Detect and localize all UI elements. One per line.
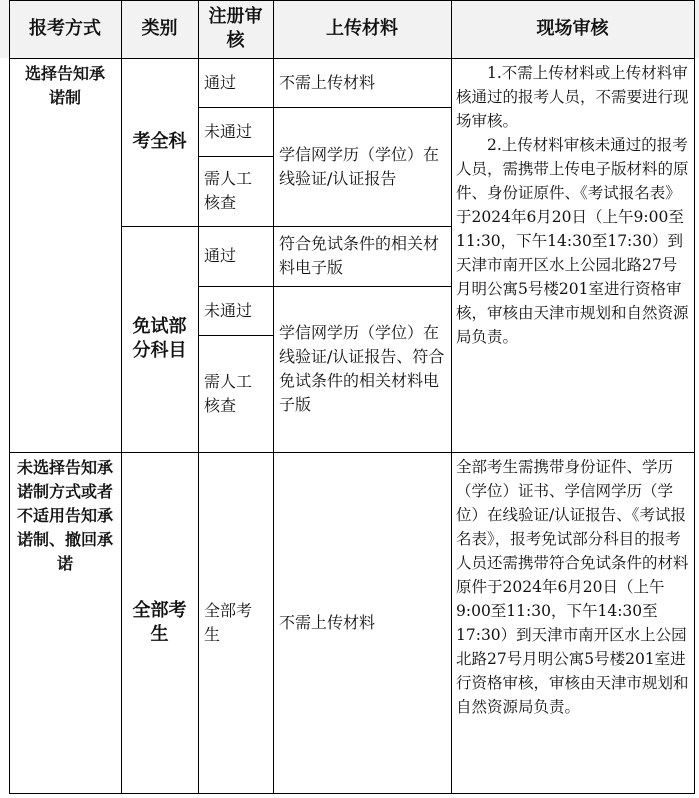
all-candidates-upload: 不需上传材料	[279, 612, 376, 632]
header-category: 类别	[141, 18, 178, 39]
border-full-pass	[198, 107, 451, 108]
border-top	[9, 0, 694, 1]
border-partial-fail	[198, 335, 273, 336]
border-category-split	[121, 226, 451, 227]
category-full-subjects: 考全科	[132, 131, 187, 152]
partial-fail-upload: 学信网学历（学位）在线验证/认证报告、符合免试条件的相关材料电子版	[279, 323, 445, 414]
border-col-4	[451, 0, 452, 794]
onsite-paragraph-1: 1.不需上传材料或上传材料审核通过的报考人员，不需要进行现场审核。	[456, 64, 689, 130]
border-bottom	[9, 793, 694, 794]
partial-manual-review: 需人工核查	[204, 371, 253, 415]
onsite-review-all: 全部考生需携带身份证件、学历（学位）证书、学信网学历（学位）在线验证/认证报告、《考试报名表》，报考免试部分科目的报考人员还需携带符合免试条件的材料原件于2024年6月20日（上午9:00至11:30，下午14:30至17:30）到天津市南开区水上公园北路27号月明公寓5号楼201室进行资格审核，审核由天津市规划和自然资源局负责。	[456, 458, 689, 716]
full-manual-review: 需人工核查	[204, 169, 253, 212]
border-full-fail	[198, 156, 273, 157]
full-fail-review: 未通过	[204, 121, 253, 141]
header-upload: 上传材料	[326, 18, 398, 39]
border-header-bottom	[9, 58, 694, 59]
border-col-1	[121, 0, 122, 794]
header-review: 注册审核	[208, 6, 263, 51]
full-pass-review: 通过	[204, 72, 237, 92]
border-left	[9, 0, 10, 794]
full-pass-upload: 不需上传材料	[279, 72, 376, 92]
partial-fail-review: 未通过	[204, 300, 253, 320]
border-col-3	[273, 0, 274, 794]
full-fail-upload: 学信网学历（学位）在线验证/认证报告	[279, 144, 440, 188]
category-all-candidates: 全部考生	[132, 599, 187, 645]
method-no-commitment: 未选择告知承诺制方式或者不适用告知承诺制、撤回承诺	[16, 458, 113, 573]
method-commitment: 选择告知承诺制	[24, 64, 105, 107]
border-partial-pass	[198, 286, 451, 287]
border-group-split	[9, 452, 694, 453]
partial-pass-review: 通过	[204, 246, 237, 265]
border-right	[694, 0, 695, 794]
border-col-2	[198, 0, 199, 794]
partial-pass-upload: 符合免试条件的相关材料电子版	[279, 234, 440, 277]
category-partial-exempt: 免试部分科目	[132, 316, 187, 361]
header-onsite: 现场审核	[536, 18, 609, 39]
onsite-paragraph-2: 2.上传材料审核未通过的报考人员，需携带上传电子版材料的原件、身份证原件、《考试报名表》于2024年6月20日（上午9:00至11:30，下午14:30至17:30）到天津市南开区水上公园北路27号月明公寓5号楼201室进行资格审核，审核由天津市规划和自然资源局负责。	[456, 136, 689, 346]
header-method: 报考方式	[29, 18, 101, 39]
all-candidates-review: 全部考生	[204, 600, 253, 644]
onsite-review-commitment	[451, 58, 694, 452]
